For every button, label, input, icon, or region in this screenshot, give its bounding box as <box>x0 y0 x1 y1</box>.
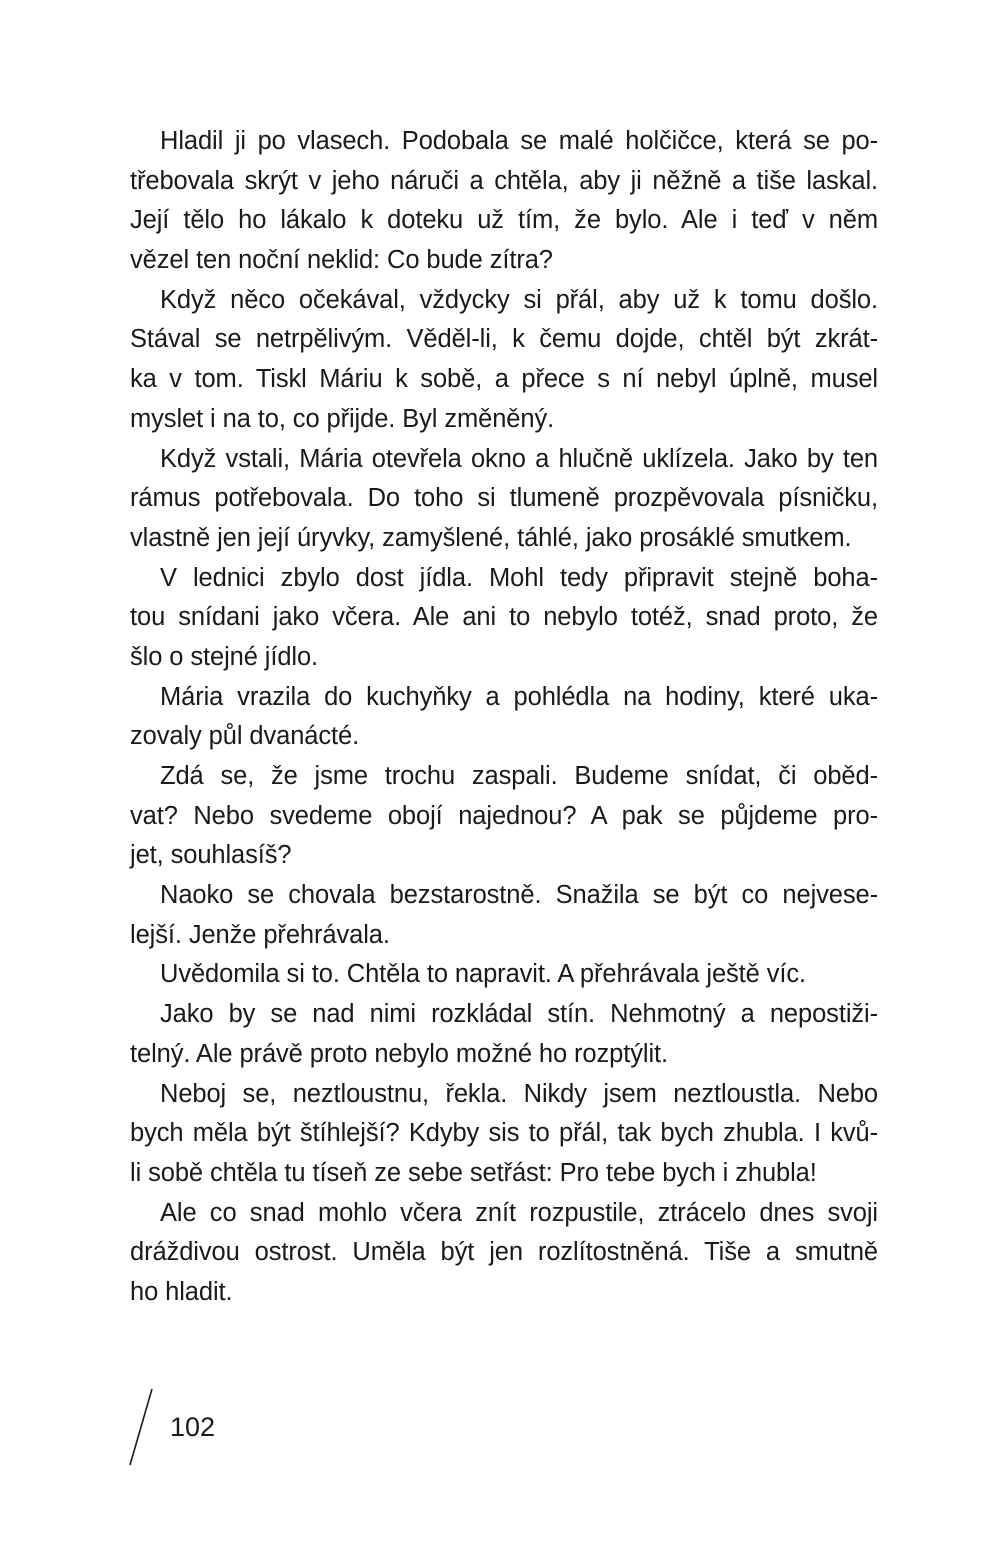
paragraph <box>130 955 878 995</box>
text-line: vat? Nebo svedeme obojí najednou? A pak se půjdeme pro- <box>130 801 878 830</box>
text-line: vězel ten noční neklid: Co bude zítra? <box>130 246 553 275</box>
text-line: jet, souhlasíš? <box>130 841 292 870</box>
paragraph <box>130 122 878 281</box>
paragraph <box>130 1075 878 1194</box>
text-line: Když vstali, Mária otevřela okno a hlučně uklízela. Jako by ten <box>160 444 878 473</box>
text-line: ka v tom. Tiskl Máriu k sobě, a přece s ní nebyl úplně, musel <box>130 365 878 394</box>
text-line: Uvědomila si to. Chtěla to napravit. A přehrávala ještě víc. <box>160 960 806 989</box>
paragraph <box>130 995 878 1074</box>
text-line: Ale co snad mohlo včera znít rozpustile, ztrácelo dnes svoji <box>160 1198 878 1227</box>
text-line: tou snídani jako včera. Ale ani to nebylo totéž, snad proto, že <box>130 603 878 632</box>
text-line: Když něco očekával, vždycky si přál, aby už k tomu došlo. <box>160 285 878 314</box>
paragraph <box>130 1194 878 1313</box>
text-line: Neboj se, neztloustnu, řekla. Nikdy jsem neztloustla. Nebo <box>160 1079 878 1108</box>
page-number: 102 <box>170 1412 216 1442</box>
text-line: dráždivou ostrost. Uměla být jen rozlítostněná. Tiše a smutně <box>130 1238 878 1267</box>
text-line: Její tělo ho lákalo k doteku už tím, že bylo. Ale i teď v něm <box>130 206 878 235</box>
text-line: li sobě chtěla tu tíseň ze sebe setřást: Pro tebe bych i zhubla! <box>130 1158 817 1187</box>
text-line: Zdá se, že jsme trochu zaspali. Budeme snídat, či oběd- <box>160 762 878 790</box>
page-slash-ornament <box>128 1388 154 1466</box>
paragraph <box>130 281 878 440</box>
paragraph <box>130 440 878 559</box>
text-line: telný. Ale právě proto nebylo možné ho rozptýlit. <box>130 1039 668 1068</box>
text-line: Hladil ji po vlasech. Podobala se malé holčičce, která se po- <box>160 127 878 155</box>
text-line: šlo o stejné jídlo. <box>130 642 319 671</box>
text-line: Mária vrazila do kuchyňky a pohlédla na hodiny, které uka- <box>160 682 878 711</box>
text-line: vlastně jen její úryvky, zamyšlené, táhlé, jako prosáklé smutkem. <box>130 523 852 552</box>
text-line: V lednici zbylo dost jídla. Mohl tedy připravit stejně boha- <box>160 563 878 592</box>
paragraph <box>130 757 878 876</box>
text-line: rámus potřebovala. Do toho si tlumeně prozpěvovala písničku, <box>130 484 878 513</box>
paragraph <box>130 876 878 955</box>
text-line: myslet i na to, co přijde. Byl změněný. <box>130 404 555 433</box>
body-text <box>130 122 878 1313</box>
text-line: zovaly půl dvanácté. <box>130 722 360 751</box>
text-line: bych měla být štíhlejší? Kdyby sis to přál, tak bych zhubla. I kvů- <box>130 1119 878 1148</box>
text-line: lejší. Jenže přehrávala. <box>130 920 390 949</box>
text-line: Naoko se chovala bezstarostně. Snažila se být co nejvese- <box>160 881 878 910</box>
text-line: Stával se netrpělivým. Věděl-li, k čemu dojde, chtěl být zkrát- <box>130 325 878 354</box>
text-line: ho hladit. <box>130 1277 233 1306</box>
paragraph <box>130 678 878 757</box>
text-line: třebovala skrýt v jeho náruči a chtěla, aby ji něžně a tiše laskal. <box>130 166 878 195</box>
text-line: Jako by se nad nimi rozkládal stín. Nehmotný a nepostiži- <box>160 1000 878 1029</box>
paragraph <box>130 559 878 678</box>
